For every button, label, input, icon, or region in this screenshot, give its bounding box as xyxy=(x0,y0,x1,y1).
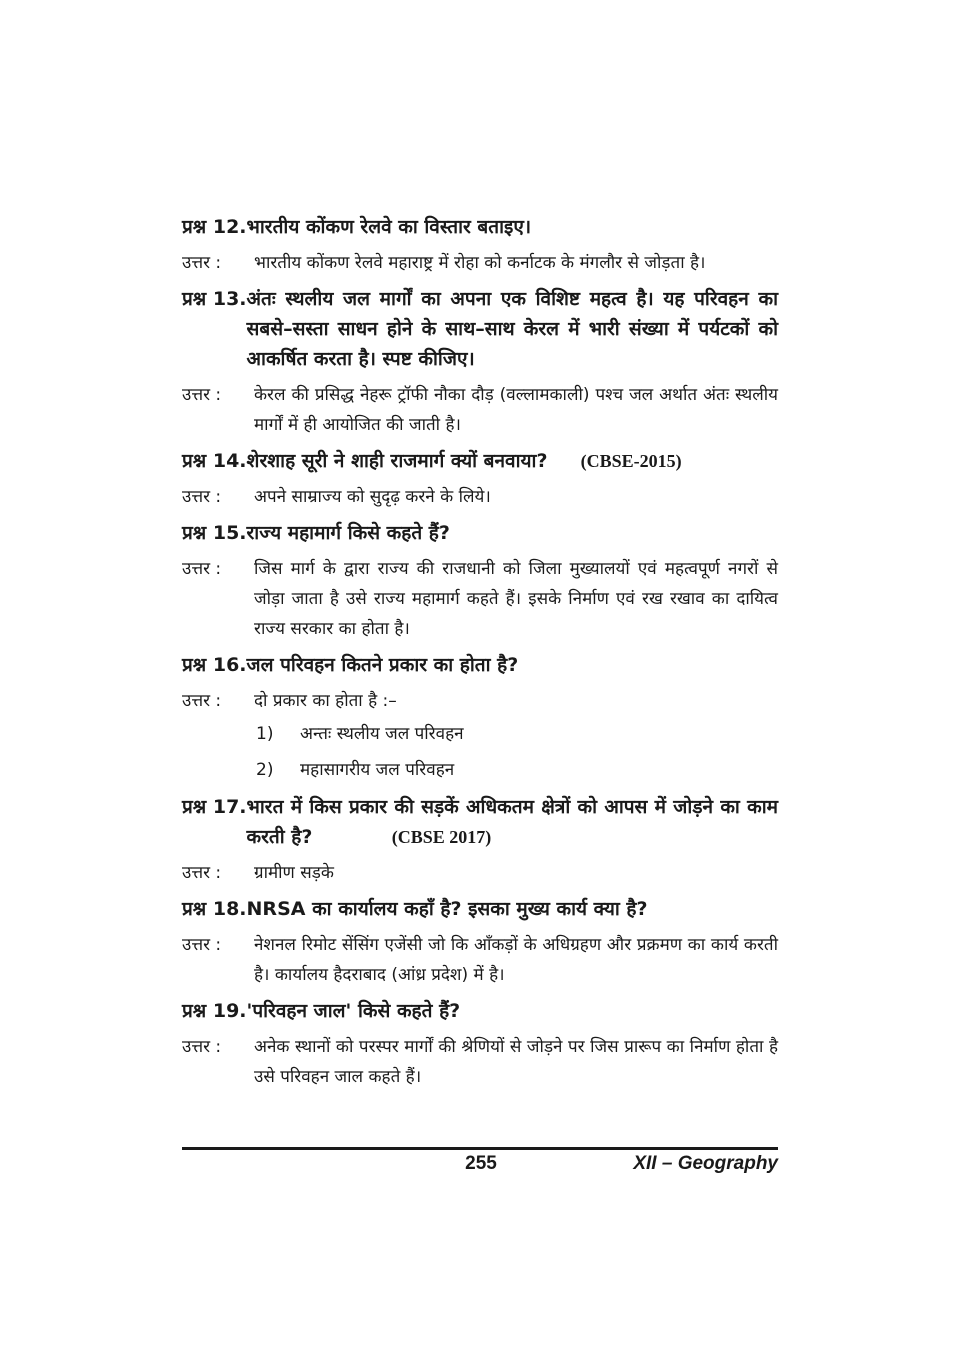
answer-label: उत्तर : xyxy=(182,691,222,711)
footer-divider xyxy=(182,1147,778,1150)
question-number: प्रश्न 17. xyxy=(182,796,247,818)
list-item-number: 2) xyxy=(256,760,274,780)
answer-text: केरल की प्रसिद्ध नेहरू ट्रॉफी नौका दौड़ (वल्लामकाली) पश्च जल अर्थात अंतः स्थलीय मार्गों में ही आयोजित की जाती है। xyxy=(254,385,778,435)
answer-label: उत्तर : xyxy=(182,559,222,579)
question-text xyxy=(247,792,778,852)
question-text: NRSA का कार्यालय कहाँ है? इसका मुख्य कार्य क्या है? xyxy=(246,898,648,920)
list-item xyxy=(182,716,778,752)
answer-label: उत्तर : xyxy=(182,863,222,883)
question-19 xyxy=(182,996,778,1026)
source-tag: (CBSE 2017) xyxy=(391,827,492,847)
question-12 xyxy=(182,212,778,242)
question-text: अंतः स्थलीय जल मार्गों का अपना एक विशिष्ट महत्व है। यह परिवहन का सबसे–सस्ता साधन होने के साथ–साथ केरल में भारी संख्या में पर्यटकों को आकर्षित करता है। स्पष्ट कीजिए। xyxy=(246,288,778,370)
question-number: प्रश्न 16. xyxy=(182,654,247,676)
answer-text: भारतीय कोंकण रेलवे महाराष्ट्र में रोहा को कर्नाटक के मंगलौर से जोड़ता है। xyxy=(254,253,706,273)
answer-13 xyxy=(182,380,778,440)
answer-14 xyxy=(182,482,778,512)
question-17 xyxy=(182,792,778,852)
question-number: प्रश्न 14. xyxy=(182,450,247,472)
answer-18 xyxy=(182,930,778,990)
answer-text: अनेक स्थानों को परस्पर मार्गों की श्रेणियों से जोड़ने पर जिस प्रारूप का निर्माण होता है उसे परिवहन जाल कहते हैं। xyxy=(254,1037,778,1087)
list-item-text: अन्तः स्थलीय जल परिवहन xyxy=(300,724,464,744)
question-text-body: भारत में किस प्रकार की सड़कें अधिकतम क्षेत्रों को आपस में जोड़ने का काम करती है? xyxy=(246,796,778,848)
list-item xyxy=(182,752,778,788)
document-body xyxy=(182,212,778,1098)
question-number: प्रश्न 18. xyxy=(182,898,247,920)
question-13 xyxy=(182,284,778,374)
list-item-number: 1) xyxy=(256,724,274,744)
question-16 xyxy=(182,650,778,680)
question-text: राज्य महामार्ग किसे कहते हैं? xyxy=(246,522,450,544)
page-number: 255 xyxy=(465,1153,497,1174)
answer-label: उत्तर : xyxy=(182,385,222,405)
answer-text: ग्रामीण सड़के xyxy=(254,863,334,883)
answer-19 xyxy=(182,1032,778,1092)
answer-15 xyxy=(182,554,778,644)
answer-label: उत्तर : xyxy=(182,253,222,273)
question-number: प्रश्न 15. xyxy=(182,522,247,544)
question-text: जल परिवहन कितने प्रकार का होता है? xyxy=(246,654,519,676)
question-number: प्रश्न 13. xyxy=(182,288,247,310)
answer-12 xyxy=(182,248,778,278)
answer-label: उत्तर : xyxy=(182,487,222,507)
question-text: भारतीय कोंकण रेलवे का विस्तार बताइए। xyxy=(246,216,532,238)
list-item-text: महासागरीय जल परिवहन xyxy=(300,760,455,780)
answer-17 xyxy=(182,858,778,888)
answer-text: जिस मार्ग के द्वारा राज्य की राजधानी को जिला मुख्यालयों एवं महत्वपूर्ण नगरों से जोड़ा जाता है उसे राज्य महामार्ग कहते हैं। इसके निर्माण एवं रख रखाव का दायित्व राज्य सरकार का होता है। xyxy=(254,559,778,639)
answer-16 xyxy=(182,686,778,716)
question-18 xyxy=(182,894,778,924)
answer-label: उत्तर : xyxy=(182,1037,222,1057)
question-number: प्रश्न 19. xyxy=(182,1000,247,1022)
question-number: प्रश्न 12. xyxy=(182,216,247,238)
question-15 xyxy=(182,518,778,548)
question-text xyxy=(247,446,778,476)
question-text: 'परिवहन जाल' किसे कहते हैं? xyxy=(246,1000,461,1022)
answer-text: नेशनल रिमोट सेंसिंग एजेंसी जो कि आँकड़ों के अधिग्रहण और प्रक्रमण का कार्य करती है। कार्यालय हैदराबाद (आंध्र प्रदेश) में है। xyxy=(254,935,778,985)
answer-text: दो प्रकार का होता है :– xyxy=(254,691,397,711)
answer-label: उत्तर : xyxy=(182,935,222,955)
question-text-body: शेरशाह सूरी ने शाही राजमार्ग क्यों बनवाया? xyxy=(246,450,548,472)
footer-subject: XII – Geography xyxy=(633,1153,778,1174)
answer-text: अपने साम्राज्य को सुदृढ़ करने के लिये। xyxy=(254,487,491,507)
source-tag: (CBSE-2015) xyxy=(580,451,682,471)
question-14 xyxy=(182,446,778,476)
